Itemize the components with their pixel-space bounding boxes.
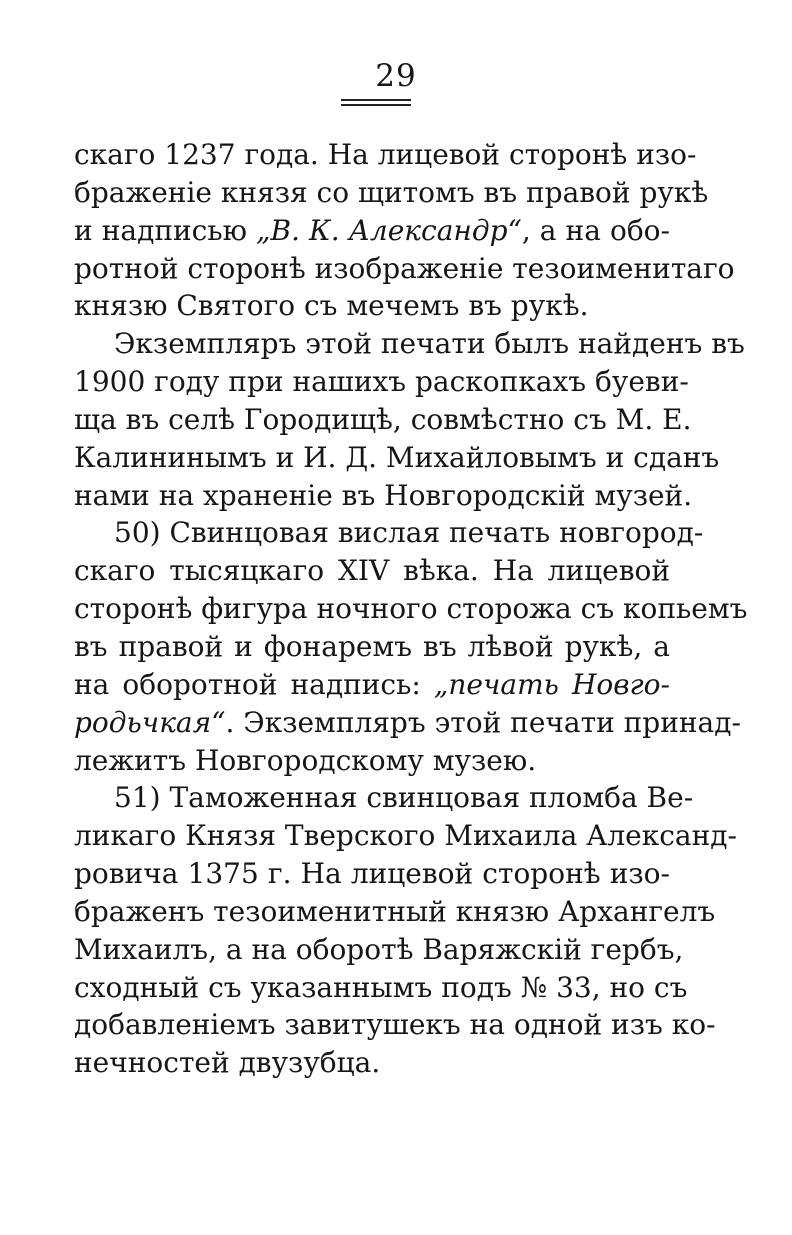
text-line <box>74 704 741 742</box>
text-line <box>74 1006 716 1044</box>
text-line <box>74 628 670 666</box>
text-line <box>74 855 670 893</box>
text-span: сторонѣ фигура ночного сторожа съ копьемъ <box>74 592 748 626</box>
text-span: сходный съ указаннымъ подъ № 33, но съ <box>74 970 688 1004</box>
text-span: 1900 году при нашихъ раскопкахъ буеви- <box>74 365 689 399</box>
text-line <box>74 666 670 704</box>
text-span: . Экземпляръ этой печати принад- <box>225 705 741 739</box>
text-span: лежитъ Новгородскому музею. <box>74 743 537 777</box>
text-line <box>74 969 688 1007</box>
page-number-rule-upper <box>341 99 411 101</box>
text-line <box>74 552 670 590</box>
text-line <box>74 136 697 174</box>
body-text <box>74 136 748 1082</box>
text-span: нами на храненіе въ Новгородскій музей. <box>74 478 693 512</box>
text-line <box>74 742 670 780</box>
text-span: скаго 1237 года. На лицевой сторонѣ изо- <box>74 138 697 171</box>
text-line <box>74 817 737 855</box>
text-span: ликаго Князя Тверского Михаила Александ- <box>74 819 737 853</box>
text-line <box>74 779 694 817</box>
text-line <box>74 590 748 628</box>
text-line <box>74 401 692 439</box>
text-span: скаго тысяцкаго XIV вѣка. На лицевой <box>74 554 670 588</box>
italic-text-span: родьчкая“ <box>74 705 226 739</box>
text-line <box>74 439 720 477</box>
italic-text-span: „печать Новго- <box>433 667 670 701</box>
page-number-rule-lower <box>341 104 411 106</box>
text-span: ровича 1375 г. На лицевой сторонѣ изо- <box>74 857 670 891</box>
text-line <box>74 477 693 515</box>
text-line <box>74 931 684 969</box>
text-line <box>74 287 670 325</box>
text-span: Экземпляръ этой печати былъ найденъ въ <box>114 327 745 361</box>
text-span: ща въ селѣ Городищѣ, совмѣстно съ М. Е. <box>74 402 692 436</box>
text-line <box>74 1044 670 1082</box>
text-span: нечностей двузубца. <box>74 1046 381 1080</box>
text-span: князю Святого съ мечемъ въ рукѣ. <box>74 289 589 323</box>
text-span: ротной сторонѣ изображеніе тезоименитаго <box>74 251 735 285</box>
page-number: 29 <box>375 58 417 94</box>
text-line <box>74 325 745 363</box>
text-line <box>74 514 704 552</box>
text-line <box>74 174 709 212</box>
text-span: добавленіемъ завитушекъ на одной изъ ко- <box>74 1008 716 1042</box>
text-span: въ правой и фонаремъ въ лѣвой рукѣ, а <box>74 629 670 663</box>
text-span: браженъ тезоименитный князю Архангелъ <box>74 894 716 928</box>
text-span: 50) Свинцовая вислая печать новгород- <box>114 516 704 550</box>
text-span: Калининымъ и И. Д. Михайловымъ и сданъ <box>74 440 720 474</box>
text-span: Михаилъ, а на оборотѣ Варяжскій гербъ, <box>74 932 684 966</box>
text-span: , а на обо- <box>521 213 671 247</box>
text-line <box>74 212 670 250</box>
text-line <box>74 893 716 931</box>
text-span: браженіе князя со щитомъ въ правой рукѣ <box>74 175 709 209</box>
text-span: на оборотной надпись: <box>74 667 434 701</box>
text-span: 51) Таможенная свинцовая пломба Ве- <box>114 781 694 815</box>
text-line <box>74 250 735 288</box>
text-line <box>74 363 689 401</box>
text-span: и надписью <box>74 213 257 247</box>
italic-text-span: „В. К. Александр“ <box>256 213 522 247</box>
